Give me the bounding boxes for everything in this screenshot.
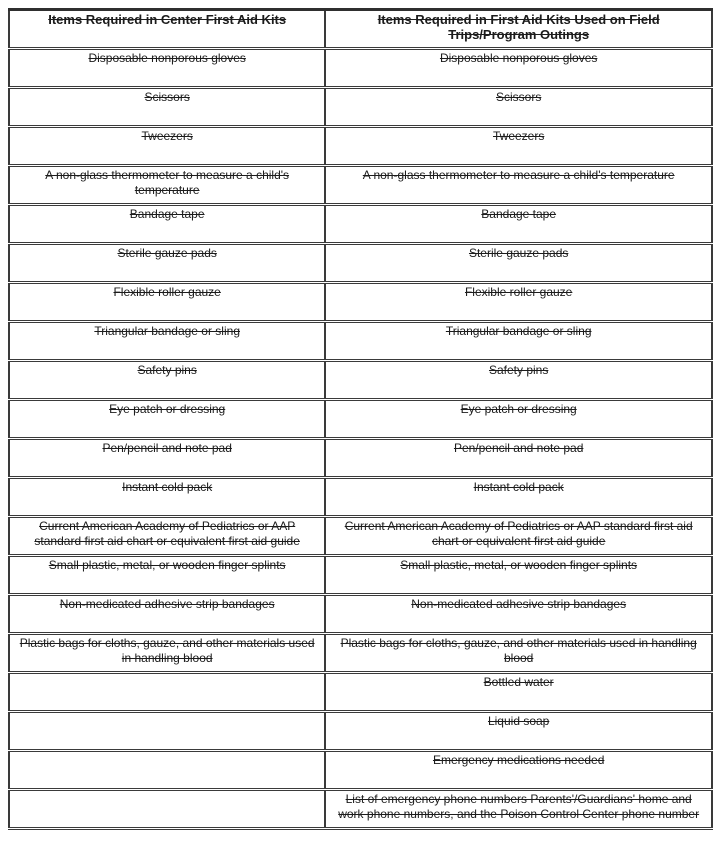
table-row [9,790,712,829]
table-cell [9,673,325,712]
table-row [9,556,712,595]
table-cell [325,478,712,517]
cell-text: Scissors [144,90,190,104]
column-header-field-trips [325,10,712,49]
cell-text: Scissors [496,90,542,104]
cell-text: Flexible roller gauze [113,285,221,299]
table-cell [9,127,325,166]
table-row [9,478,712,517]
table-cell [9,517,325,556]
table-cell [325,751,712,790]
cell-text: Small plastic, metal, or wooden finger splints [400,558,638,572]
table-row [9,712,712,751]
table-cell [9,478,325,517]
table-cell [325,205,712,244]
table-row [9,634,712,673]
cell-text: Non-medicated adhesive strip bandages [59,597,275,611]
cell-text: Eye patch or dressing [460,402,577,416]
cell-text: Bandage tape [129,207,205,221]
cell-text: Plastic bags for cloths, gauze, and other materials used in handling blood [19,636,315,665]
cell-text: Triangular bandage or sling [94,324,240,338]
cell-text: Safety pins [137,363,197,377]
table-cell [325,712,712,751]
table-cell [325,88,712,127]
cell-text: List of emergency phone numbers Parents'/Guardians' home and work phone numbers, and the Poison Control Center phone number [338,792,700,821]
table-row [9,205,712,244]
cell-text: Sterile gauze pads [117,246,217,260]
table-cell [9,712,325,751]
column-header-text: Items Required in Center First Aid Kits [48,12,287,27]
table-cell [9,751,325,790]
table-row [9,673,712,712]
cell-text: Tweezers [141,129,193,143]
table-cell [325,400,712,439]
table-cell [325,283,712,322]
cell-text: Eye patch or dressing [109,402,226,416]
table-cell [325,322,712,361]
cell-text: Safety pins [488,363,549,377]
cell-text: Non-medicated adhesive strip bandages [411,597,627,611]
table-row [9,361,712,400]
table-row [9,49,712,88]
cell-text: Plastic bags for cloths, gauze, and other materials used in handling blood [340,636,697,665]
table-cell [9,556,325,595]
cell-text: Disposable nonporous gloves [439,51,598,65]
cell-text: Current American Academy of Pediatrics or AAP standard first aid chart or equivalent first aid guide [344,519,693,548]
cell-text: Small plastic, metal, or wooden finger splints [48,558,286,572]
table-cell [9,361,325,400]
table-cell [325,244,712,283]
cell-text: Instant cold pack [122,480,213,494]
header-row [9,10,712,49]
cell-text: Triangular bandage or sling [445,324,592,338]
table-cell [325,166,712,205]
cell-text: Flexible roller gauze [464,285,573,299]
table-cell [325,49,712,88]
table-cell [325,127,712,166]
table-cell [9,88,325,127]
cell-text: Bandage tape [481,207,557,221]
table-cell [9,244,325,283]
table-cell [9,49,325,88]
table-cell [9,790,325,829]
table-cell [325,439,712,478]
column-header-center-kits [9,10,325,49]
cell-text: Emergency medications needed [432,753,605,767]
table-cell [325,595,712,634]
table-cell [325,790,712,829]
table-cell [9,205,325,244]
table-body [9,49,712,829]
first-aid-items-table [8,8,713,830]
cell-text: Disposable nonporous gloves [88,51,246,65]
cell-text: Instant cold pack [473,480,564,494]
table-cell [325,361,712,400]
table-cell [9,283,325,322]
table-cell [9,439,325,478]
cell-text: Pen/pencil and note pad [102,441,232,455]
cell-text: Sterile gauze pads [468,246,569,260]
table-cell [325,634,712,673]
cell-text: Current American Academy of Pediatrics or AAP standard first aid chart or equivalent first aid guide [34,519,300,548]
table-row [9,127,712,166]
cell-text: Liquid soap [487,714,550,728]
table-row [9,439,712,478]
table-row [9,595,712,634]
table-row [9,283,712,322]
table-cell [325,556,712,595]
table-cell [325,517,712,556]
cell-text: Bottled water [483,675,554,689]
table-row [9,751,712,790]
table-cell [9,595,325,634]
table-row [9,517,712,556]
cell-text: A non-glass thermometer to measure a child's temperature [45,168,290,197]
table-row [9,400,712,439]
table-row [9,244,712,283]
table-cell [9,400,325,439]
table-cell [9,166,325,205]
table-row [9,166,712,205]
table-cell [9,322,325,361]
table-cell [9,634,325,673]
cell-text: Pen/pencil and note pad [453,441,584,455]
cell-text: Tweezers [492,129,545,143]
table-cell [325,673,712,712]
table-row [9,88,712,127]
cell-text: A non-glass thermometer to measure a child's temperature [362,168,675,182]
table-row [9,322,712,361]
column-header-text: Items Required in First Aid Kits Used on Field Trips/Program Outings [377,12,660,42]
